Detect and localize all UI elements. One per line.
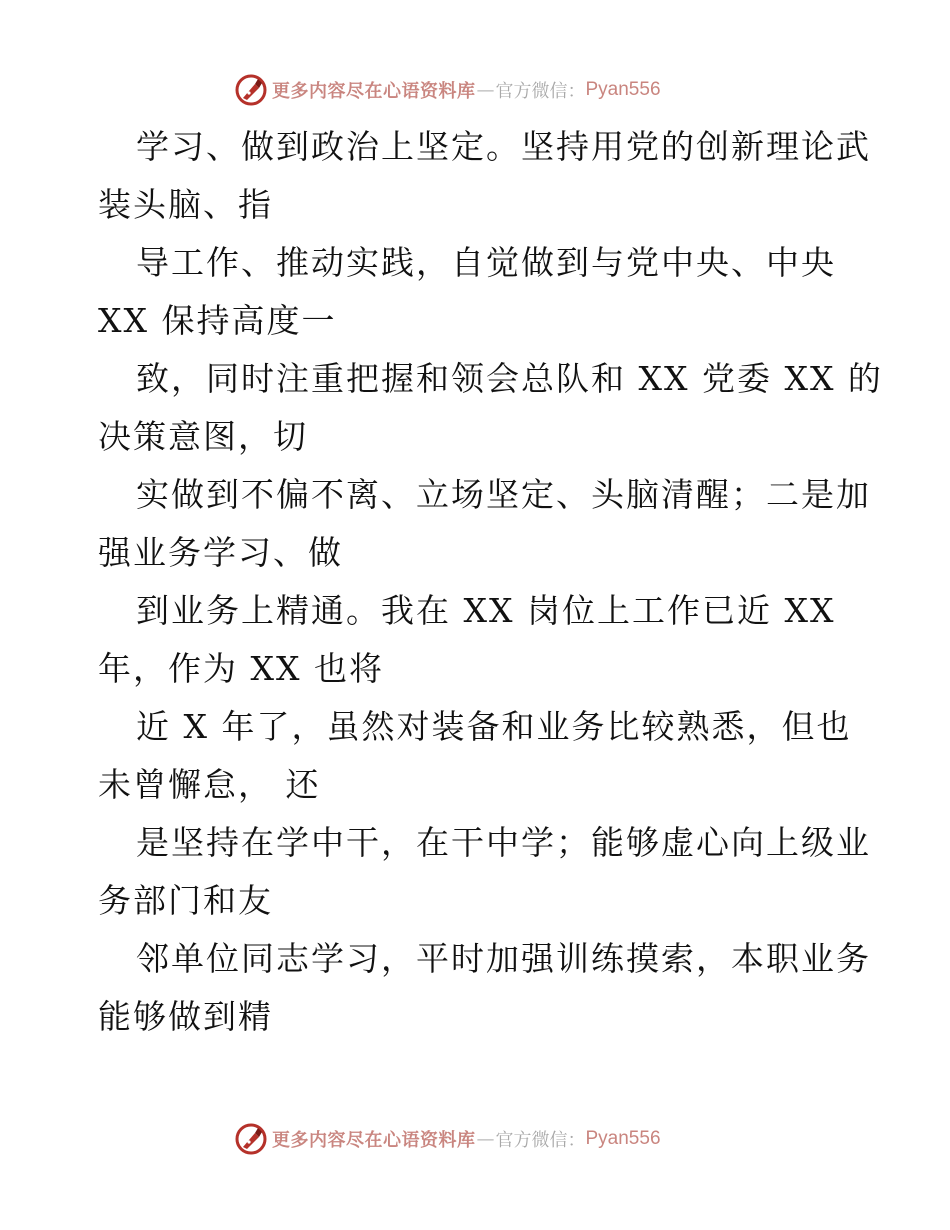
watermark-wechat-id: Pyan556 (585, 1128, 661, 1149)
text-line: 决策意图，切 (98, 417, 308, 456)
watermark-dash: — (476, 79, 495, 101)
text-line: 致，同时注重把握和领会总队和 XX 党委 XX 的 (136, 359, 883, 398)
watermark-wechat-label: 官方微信： (495, 1130, 586, 1151)
footer-watermark (234, 1122, 661, 1156)
text-line: 装头脑、指 (98, 185, 273, 224)
text-line: 未曾懈怠， 还 (98, 765, 321, 804)
text-line: XX 保持高度一 (98, 301, 337, 340)
text-line: 实做到不偏不离、立场坚定、头脑清醒；二是加 (136, 475, 871, 514)
header-watermark (234, 73, 661, 107)
pen-logo-icon (234, 1122, 268, 1156)
text-line: 近 X 年了，虽然对装备和业务比较熟悉，但也 (136, 707, 852, 746)
text-line: 强业务学习、做 (98, 533, 343, 572)
watermark-wechat-id: Pyan556 (585, 79, 661, 100)
text-line: 到业务上精通。我在 XX 岗位上工作已近 XX (136, 591, 836, 630)
watermark-dash: — (476, 1128, 495, 1150)
pen-logo-icon (234, 73, 268, 107)
text-line: 能够做到精 (98, 997, 273, 1036)
watermark-text: 更多内容尽在心语资料库 (272, 81, 476, 102)
text-line: 导工作、推动实践，自觉做到与党中央、中央 (136, 243, 836, 282)
document-body (98, 118, 883, 1046)
watermark-wechat-label: 官方微信： (495, 81, 586, 102)
watermark-text: 更多内容尽在心语资料库 (272, 1130, 476, 1151)
text-line: 是坚持在学中干，在干中学；能够虚心向上级业 (136, 823, 871, 862)
text-line: 务部门和友 (98, 881, 273, 920)
text-line: 邻单位同志学习，平时加强训练摸索，本职业务 (136, 939, 871, 978)
text-line: 年，作为 XX 也将 (98, 649, 384, 688)
text-line: 学习、做到政治上坚定。坚持用党的创新理论武 (136, 127, 871, 166)
